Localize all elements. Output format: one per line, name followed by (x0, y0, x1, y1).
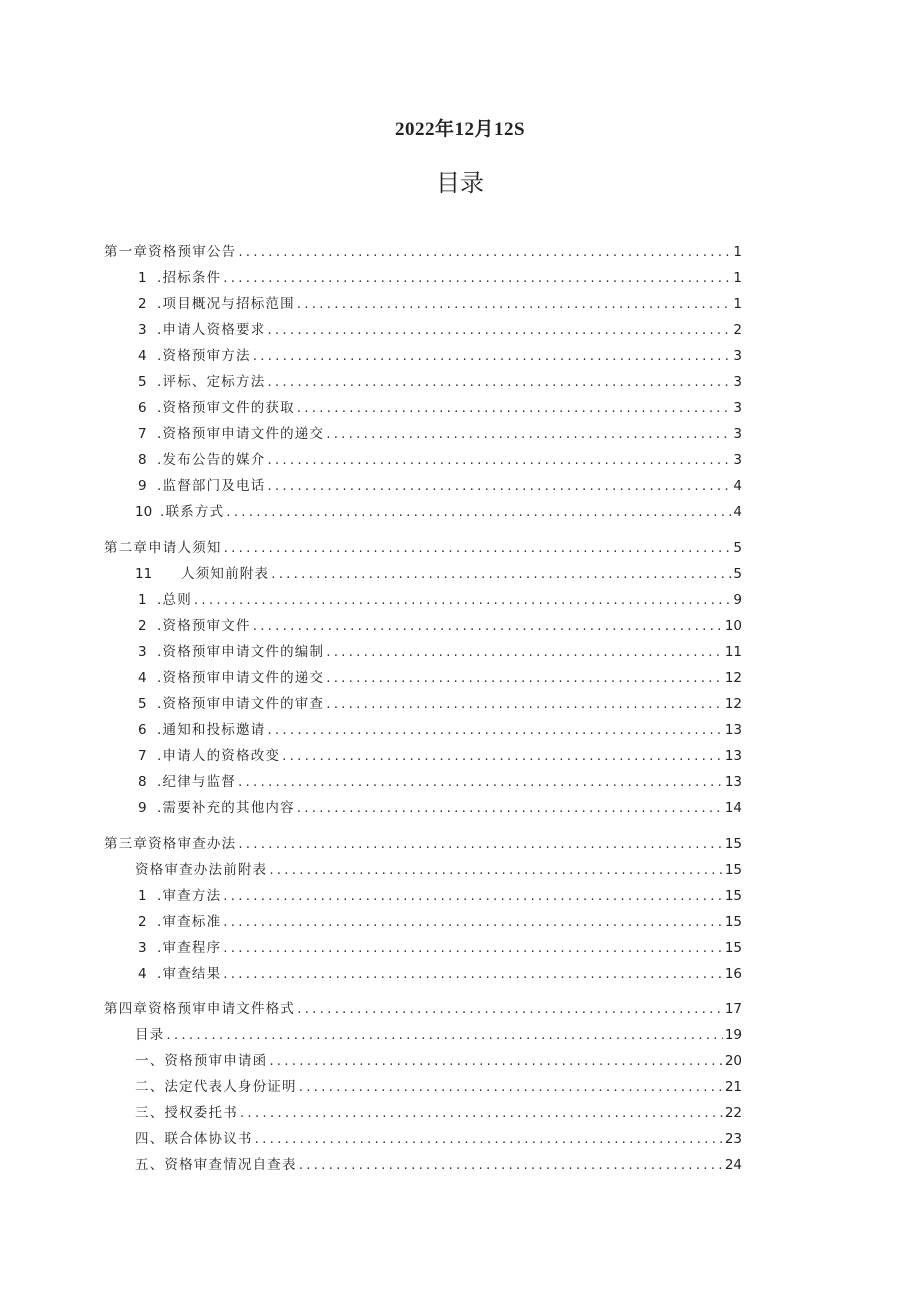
toc-entry-label: .项目概况与招标范围 (157, 296, 295, 312)
toc-section-entry[interactable] (138, 612, 742, 634)
toc-entry-number: 3 (138, 940, 147, 956)
toc-section-entry[interactable] (135, 1047, 742, 1069)
toc-section-entry[interactable] (135, 856, 742, 878)
toc-dot-leader (267, 374, 731, 390)
toc-dot-leader (238, 244, 731, 260)
toc-page-number: 15 (724, 914, 742, 930)
toc-page-number: 3 (733, 374, 742, 390)
toc-dot-leader (326, 696, 723, 712)
toc-entry-label: .审查方法 (157, 888, 222, 904)
toc-section-entry[interactable] (138, 290, 742, 312)
toc-page-number: 4 (733, 478, 742, 494)
toc-page-number: 4 (733, 504, 742, 520)
toc-page-number: 23 (724, 1131, 742, 1147)
toc-section-entry[interactable] (138, 768, 742, 790)
toc-section-entry[interactable] (138, 586, 742, 608)
toc-dot-leader (253, 618, 723, 634)
toc-entry-number: 9 (138, 800, 147, 816)
toc-entry-number: 3 (138, 322, 147, 338)
toc-entry-number: 4 (138, 348, 147, 364)
toc-dot-leader (240, 1105, 723, 1121)
toc-page-number: 16 (724, 966, 742, 982)
toc-dot-leader (299, 1079, 723, 1095)
toc-dot-leader (224, 540, 732, 556)
toc-page-number: 1 (733, 244, 742, 260)
toc-section-entry[interactable] (138, 690, 742, 712)
toc-chapter-entry[interactable] (104, 238, 742, 260)
toc-section-entry[interactable] (138, 342, 742, 364)
toc-entry-number: 11 (135, 566, 153, 582)
toc-entry-label: .申请人的资格改变 (157, 748, 281, 764)
toc-entry-number: 5 (138, 696, 147, 712)
toc-page-number: 24 (724, 1157, 742, 1173)
toc-dot-leader (223, 914, 723, 930)
toc-entry-number: 2 (138, 618, 147, 634)
toc-section-entry[interactable] (138, 368, 742, 390)
toc-entry-label: 一、资格预审申请函 (135, 1053, 268, 1069)
toc-dot-leader (267, 322, 731, 338)
toc-dot-leader (223, 940, 723, 956)
toc-dot-leader (297, 296, 732, 312)
toc-entry-label: .资格预审申请文件的递交 (157, 426, 325, 442)
toc-entry-label: .审查标准 (157, 914, 222, 930)
toc-entry-label: 资格审查办法前附表 (135, 862, 268, 878)
toc-entry-number: 7 (138, 748, 147, 764)
toc-section-entry[interactable] (135, 1151, 742, 1173)
toc-entry-label: .审查程序 (157, 940, 222, 956)
toc-entry-label: .申请人资格要求 (157, 322, 266, 338)
toc-entry-label: .资格预审申请文件的审查 (157, 696, 325, 712)
toc-page-number: 15 (724, 940, 742, 956)
toc-section-entry[interactable] (135, 560, 742, 582)
toc-page-number: 13 (724, 722, 742, 738)
toc-section-entry[interactable] (135, 1073, 742, 1095)
toc-entry-number: 4 (138, 966, 147, 982)
toc-page-number: 13 (724, 748, 742, 764)
toc-page-number: 11 (724, 644, 742, 660)
toc-dot-leader (269, 862, 723, 878)
toc-dot-leader (326, 670, 723, 686)
toc-page-number: 22 (724, 1105, 742, 1121)
toc-section-entry[interactable] (138, 908, 742, 930)
toc-section-entry[interactable] (135, 498, 742, 520)
toc-entry-number: 9 (138, 478, 147, 494)
toc-entry-number: 8 (138, 774, 147, 790)
toc-chapter-entry[interactable] (104, 830, 742, 852)
toc-page-number: 1 (733, 270, 742, 286)
toc-page-number: 3 (733, 452, 742, 468)
toc-section-entry[interactable] (135, 1099, 742, 1121)
toc-entry-label: 人须知前附表 (181, 566, 270, 582)
toc-entry-label: .资格预审申请文件的递交 (157, 670, 325, 686)
toc-dot-leader (299, 1157, 723, 1173)
toc-entry-number: 6 (138, 722, 147, 738)
page-date: 2022年12月12S (394, 119, 526, 140)
page-title: 目录 (436, 169, 484, 197)
toc-entry-number: 10 (135, 504, 153, 520)
toc-entry-label: 第三章资格审查办法 (104, 836, 237, 852)
toc-entry-number: 3 (138, 644, 147, 660)
toc-entry-number: 7 (138, 426, 147, 442)
toc-page-number: 3 (733, 400, 742, 416)
toc-page-number: 21 (724, 1079, 742, 1095)
toc-dot-leader (269, 1053, 723, 1069)
toc-section-entry[interactable] (138, 794, 742, 816)
toc-page-number: 10 (724, 618, 742, 634)
toc-page-number: 15 (724, 836, 742, 852)
toc-page-number: 12 (724, 696, 742, 712)
toc-entry-label: 五、资格审查情况自查表 (135, 1157, 297, 1173)
toc-dot-leader (282, 748, 723, 764)
toc-page-number: 2 (733, 322, 742, 338)
toc-section-entry[interactable] (138, 394, 742, 416)
toc-dot-leader (253, 348, 732, 364)
toc-section-entry[interactable] (138, 446, 742, 468)
toc-section-entry[interactable] (138, 264, 742, 286)
toc-entry-label: .纪律与监督 (157, 774, 236, 790)
toc-dot-leader (255, 1131, 723, 1147)
toc-section-entry[interactable] (138, 316, 742, 338)
toc-page-number: 19 (724, 1027, 742, 1043)
toc-section-entry[interactable] (138, 882, 742, 904)
toc-dot-leader (326, 644, 723, 660)
toc-entry-label: 第一章资格预审公告 (104, 244, 237, 260)
toc-dot-leader (223, 966, 723, 982)
toc-entry-label: 第四章资格预审申请文件格式 (104, 1001, 296, 1017)
toc-section-entry[interactable] (138, 934, 742, 956)
toc-section-entry[interactable] (135, 1021, 742, 1043)
toc-entry-label: .总则 (157, 592, 192, 608)
toc-page-number: 1 (733, 296, 742, 312)
toc-entry-label: .审查结果 (157, 966, 222, 982)
toc-entry-label: .评标、定标方法 (157, 374, 266, 390)
toc-dot-leader (223, 270, 731, 286)
toc-entry-number: 1 (138, 888, 147, 904)
toc-dot-leader (297, 800, 723, 816)
toc-entry-label: .资格预审文件的获取 (157, 400, 295, 416)
toc-page-number: 14 (724, 800, 742, 816)
toc-section-entry[interactable] (138, 472, 742, 494)
toc-dot-leader (267, 722, 722, 738)
toc-entry-label: .发布公告的媒介 (157, 452, 266, 468)
toc-section-entry[interactable] (138, 420, 742, 442)
toc-entry-number: 1 (138, 592, 147, 608)
toc-page-number: 20 (724, 1053, 742, 1069)
toc-entry-number: 2 (138, 914, 147, 930)
toc-entry-number: 5 (138, 374, 147, 390)
toc-chapter-entry[interactable] (104, 995, 742, 1017)
toc-entry-label: 目录 (135, 1027, 165, 1043)
toc-entry-label: .监督部门及电话 (157, 478, 266, 494)
toc-dot-leader (223, 888, 723, 904)
toc-dot-leader (226, 504, 731, 520)
toc-entry-label: 第二章申请人须知 (104, 540, 222, 556)
toc-dot-leader (166, 1027, 722, 1043)
toc-section-entry[interactable] (135, 1125, 742, 1147)
toc-dot-leader (238, 836, 723, 852)
toc-entry-label: .联系方式 (160, 504, 225, 520)
toc-page-number: 13 (724, 774, 742, 790)
toc-dot-leader (194, 592, 732, 608)
toc-page-number: 3 (733, 348, 742, 364)
toc-page-number: 5 (733, 540, 742, 556)
toc-chapter-entry[interactable] (104, 534, 742, 556)
toc-page-number: 12 (724, 670, 742, 686)
toc-entry-number: 4 (138, 670, 147, 686)
toc-section-entry[interactable] (138, 742, 742, 764)
toc-page-number: 15 (724, 888, 742, 904)
toc-dot-leader (297, 400, 732, 416)
toc-entry-label: .需要补充的其他内容 (157, 800, 295, 816)
toc-page-number: 5 (733, 566, 742, 582)
toc-dot-leader (326, 426, 731, 442)
toc-dot-leader (267, 478, 731, 494)
toc-entry-label: 三、授权委托书 (135, 1105, 238, 1121)
toc-page-number: 17 (724, 1001, 742, 1017)
toc-section-entry[interactable] (138, 664, 742, 686)
toc-entry-label: .资格预审申请文件的编制 (157, 644, 325, 660)
toc-entry-number: 8 (138, 452, 147, 468)
toc-page-number: 3 (733, 426, 742, 442)
toc-dot-leader (238, 774, 723, 790)
toc-page-number: 9 (733, 592, 742, 608)
toc-entry-label: 四、联合体协议书 (135, 1131, 253, 1147)
toc-dot-leader (267, 452, 731, 468)
toc-entry-label: .招标条件 (157, 270, 222, 286)
toc-entry-label: 二、法定代表人身份证明 (135, 1079, 297, 1095)
toc-section-entry[interactable] (138, 960, 742, 982)
toc-dot-leader (297, 1001, 723, 1017)
toc-entry-label: .资格预审方法 (157, 348, 251, 364)
toc-section-entry[interactable] (138, 716, 742, 738)
toc-section-entry[interactable] (138, 638, 742, 660)
toc-entry-label: .通知和投标邀请 (157, 722, 266, 738)
toc-entry-number: 6 (138, 400, 147, 416)
toc-page-number: 15 (724, 862, 742, 878)
toc-entry-number: 1 (138, 270, 147, 286)
toc-entry-number: 2 (138, 296, 147, 312)
toc-dot-leader (271, 566, 731, 582)
toc-entry-label: .资格预审文件 (157, 618, 251, 634)
